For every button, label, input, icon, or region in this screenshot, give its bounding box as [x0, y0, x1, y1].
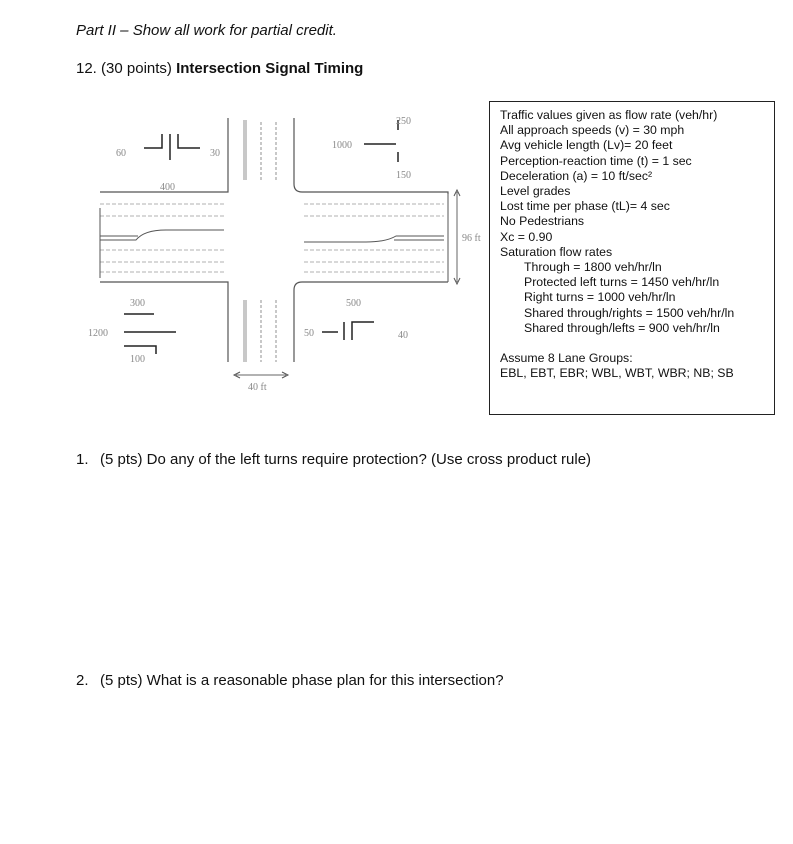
sat-flow-line: Through = 1800 veh/hr/ln: [524, 260, 662, 275]
wb-left-volume: 300: [130, 298, 145, 309]
part-heading: Part II – Show all work for partial credit.: [76, 22, 337, 39]
wb-through-volume: 1200: [88, 328, 108, 339]
sw-curb: [100, 282, 228, 362]
question-1-text: (5 pts) Do any of the left turns require protection? (Use cross product rule): [100, 451, 592, 468]
givens-box: [489, 101, 775, 415]
nb-right-volume: 30: [210, 148, 220, 159]
ew-width-label: 40 ft: [248, 382, 267, 393]
sb-through-volume: 500: [346, 298, 361, 309]
given-line: All approach speeds (v) = 30 mph: [500, 123, 685, 138]
given-line: Level grades: [500, 184, 571, 199]
nb-through-volume: 400: [160, 182, 175, 193]
question-1: [76, 451, 591, 468]
sat-flow-line: Shared through/lefts = 900 veh/hr/ln: [524, 320, 720, 335]
intersection-diagram: [76, 100, 490, 406]
question-heading: [76, 60, 363, 77]
sb-left-volume: 50: [304, 328, 314, 339]
sat-flow-line: Right turns = 1000 veh/hr/ln: [524, 290, 676, 305]
given-line: Perception-reaction time (t) = 1 sec: [500, 153, 692, 168]
ns-width-label: 96 ft: [462, 233, 481, 244]
eb-through-volume: 1000: [332, 140, 352, 151]
sat-flow-line: Protected left turns = 1450 veh/hr/ln: [524, 275, 720, 290]
question-2-text: (5 pts) What is a reasonable phase plan for this intersection?: [100, 672, 504, 689]
nb-left-volume: 60: [116, 148, 126, 159]
ne-curb: [294, 118, 448, 194]
question-2: [76, 672, 504, 689]
question-2-number: 2.: [76, 672, 89, 689]
given-line: Saturation flow rates: [500, 244, 613, 259]
wb-right-volume: 100: [130, 354, 145, 365]
given-line: Deceleration (a) = 10 ft/sec²: [500, 168, 653, 183]
given-line: Avg vehicle length (Lv)= 20 feet: [500, 138, 673, 153]
given-line: Traffic values given as flow rate (veh/hr): [500, 108, 718, 122]
assume-title: Assume 8 Lane Groups:: [500, 351, 633, 366]
given-line: No Pedestrians: [500, 214, 585, 229]
question-points: (30 points): [101, 60, 172, 77]
sb-right-volume: 40: [398, 330, 408, 341]
sat-flow-line: Shared through/rights = 1500 veh/hr/ln: [524, 305, 735, 320]
given-line: Xc = 0.90: [500, 229, 553, 244]
question-number: 12.: [76, 60, 97, 77]
eb-left-volume: 250: [396, 116, 411, 127]
assume-groups: EBL, EBT, EBR; WBL, WBT, WBR; NB; SB: [500, 366, 734, 381]
question-1-number: 1.: [76, 451, 89, 468]
eb-right-volume: 150: [396, 170, 411, 181]
question-title: Intersection Signal Timing: [176, 60, 364, 77]
given-line: Lost time per phase (tL)= 4 sec: [500, 199, 670, 214]
